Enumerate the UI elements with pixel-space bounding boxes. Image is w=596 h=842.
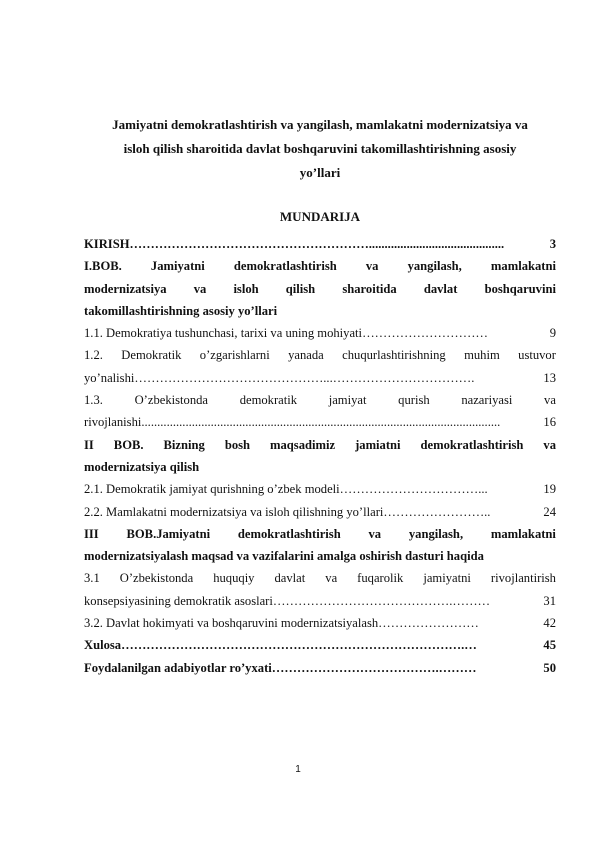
toc-entry-text: yo’nalishi bbox=[84, 370, 135, 385]
document-title bbox=[84, 113, 556, 185]
title-line: isloh qilish sharoitida davlat boshqaruvini takomillashtirishning asosiy bbox=[123, 141, 517, 156]
toc-word: jamiyat bbox=[328, 393, 367, 408]
toc-entry-1-2 bbox=[84, 344, 556, 389]
toc-entry-text: konsepsiyasining demokratik asoslari bbox=[84, 593, 273, 608]
toc-word: demokratlashtirish bbox=[233, 259, 337, 274]
toc-page-number: 13 bbox=[543, 370, 556, 385]
toc-leader-dots: …………………….. bbox=[383, 504, 491, 519]
toc-leader-dots: ……………………………………………………………………….… bbox=[121, 638, 477, 653]
toc-entry-2-1 bbox=[84, 478, 556, 500]
toc-page-number: 31 bbox=[543, 593, 556, 608]
toc-word: yanada bbox=[288, 348, 324, 363]
toc-word: I.BOB. bbox=[84, 259, 122, 274]
toc-entry-references bbox=[84, 657, 556, 679]
toc-word: O’zbekistonda bbox=[134, 393, 209, 408]
toc-leader-dots: …………………………………………………........................................... bbox=[129, 237, 505, 251]
toc-word: Bizning bbox=[163, 437, 205, 452]
toc-entry-line bbox=[84, 344, 556, 366]
toc-entry-line bbox=[84, 567, 556, 589]
toc-word: va bbox=[368, 526, 382, 541]
toc-word: mamlakatni bbox=[490, 526, 556, 541]
toc-word: O’zbekistonda bbox=[119, 571, 194, 586]
toc-entry-line bbox=[84, 367, 556, 389]
title-line: yo’llari bbox=[299, 165, 341, 180]
toc-chapter-line bbox=[84, 278, 556, 300]
toc-leader-dots: ………………………………………...……………………………. bbox=[134, 370, 475, 385]
toc-entry-1-3 bbox=[84, 389, 556, 434]
toc-entry-3-2 bbox=[84, 612, 556, 634]
toc-word: 1.2. bbox=[84, 348, 103, 363]
toc-word: qilish bbox=[285, 281, 316, 296]
toc-chapter-3 bbox=[84, 523, 556, 568]
toc-word: qurish bbox=[398, 393, 430, 408]
toc-word: Demokratik bbox=[121, 348, 182, 363]
toc-page-number: 42 bbox=[543, 616, 556, 631]
contents-heading: MUNDARIJA bbox=[279, 209, 361, 224]
toc-leader-dots: .................................................................................................................. bbox=[141, 415, 501, 430]
toc-word: va bbox=[365, 259, 379, 274]
toc-entry-line bbox=[84, 590, 556, 612]
page-number: 1 bbox=[295, 764, 301, 775]
toc-word: jamiatni bbox=[355, 437, 401, 452]
toc-word: davlat bbox=[274, 571, 306, 586]
toc-word: huquqiy bbox=[213, 571, 255, 586]
toc-word: jamiyatni bbox=[423, 571, 471, 586]
toc-entry-text: 2.2. Mamlakatni modernizatsiya va isloh qilishning yo’llari bbox=[84, 504, 384, 519]
toc-word: va bbox=[543, 437, 556, 452]
toc-word: demokratik bbox=[239, 393, 298, 408]
toc-entry-2-2 bbox=[84, 501, 556, 523]
toc-word: II bbox=[84, 437, 94, 452]
toc-word: 1.3. bbox=[84, 393, 103, 408]
toc-word: yangilash, bbox=[407, 259, 462, 274]
toc-page-number: 16 bbox=[543, 415, 556, 430]
toc-word: yangilash, bbox=[408, 526, 464, 541]
toc-word: BOB. bbox=[113, 437, 144, 452]
toc-word: Jamiyatni bbox=[150, 259, 205, 274]
toc-entry-conclusion bbox=[84, 634, 556, 656]
toc-entry-text: rivojlanishi bbox=[84, 415, 142, 430]
toc-word: demokratlashtirish bbox=[420, 437, 524, 452]
toc-word: maqsadimiz bbox=[270, 437, 336, 452]
toc-chapter-line: takomillashtirishning asosiy yo’llari bbox=[84, 303, 278, 318]
toc-entry-text: KIRISH bbox=[84, 237, 130, 251]
toc-page-number: 45 bbox=[543, 638, 556, 653]
toc-leader-dots: ………………………………….……… bbox=[271, 660, 477, 675]
toc-entry-text: 1.1. Demokratiya tushunchasi, tarixi va uning mohiyati bbox=[84, 326, 363, 341]
toc-entry-introduction bbox=[84, 233, 556, 255]
toc-leader-dots: …………………… bbox=[378, 616, 479, 631]
toc-word: va bbox=[193, 281, 207, 296]
toc-word: chuqurlashtirishning bbox=[342, 348, 446, 363]
toc-word: III bbox=[84, 526, 99, 541]
toc-word: va bbox=[325, 571, 338, 586]
toc-word: boshqaruvini bbox=[484, 281, 556, 296]
toc-leader-dots: …………………………………….……… bbox=[272, 593, 491, 608]
toc-entry-text: 2.1. Demokratik jamiyat qurishning o’zbek modeli bbox=[84, 482, 340, 497]
toc-word: bosh bbox=[224, 437, 251, 452]
toc-word: va bbox=[544, 393, 556, 408]
toc-chapter-2 bbox=[84, 434, 556, 479]
toc-page-number: 50 bbox=[543, 660, 556, 675]
toc-entry-1-1 bbox=[84, 322, 556, 344]
table-of-contents bbox=[84, 233, 556, 679]
toc-word: ustuvor bbox=[518, 348, 556, 363]
toc-word: muhim bbox=[464, 348, 500, 363]
toc-page-number: 9 bbox=[549, 326, 556, 341]
toc-word: fuqarolik bbox=[357, 571, 404, 586]
toc-entry-text: Xulosa bbox=[84, 638, 122, 653]
toc-leader-dots: ……………………………... bbox=[339, 482, 488, 497]
toc-entry-text: Foydalanilgan adabiyotlar ro’yxati bbox=[84, 660, 272, 675]
toc-chapter-line bbox=[84, 523, 556, 545]
toc-page-number: 19 bbox=[543, 482, 556, 497]
toc-chapter-line bbox=[84, 434, 556, 456]
toc-chapter-line bbox=[84, 255, 556, 277]
toc-page-number: 3 bbox=[549, 237, 556, 251]
toc-word: modernizatsiya bbox=[84, 281, 167, 296]
toc-chapter-line: modernizatsiya qilish bbox=[84, 459, 200, 474]
toc-entry-line bbox=[84, 411, 556, 433]
toc-word: mamlakatni bbox=[490, 259, 556, 274]
toc-entry-3-1 bbox=[84, 567, 556, 612]
toc-word: sharoitida bbox=[342, 281, 397, 296]
toc-word: rivojlantirish bbox=[490, 571, 556, 586]
toc-chapter-1 bbox=[84, 255, 556, 322]
toc-word: isloh bbox=[233, 281, 259, 296]
toc-entry-line bbox=[84, 389, 556, 411]
toc-entry-text: 3.2. Davlat hokimyati va boshqaruvini modernizatsiyalash bbox=[84, 616, 379, 631]
toc-page-number: 24 bbox=[543, 504, 556, 519]
toc-leader-dots: ………………………… bbox=[362, 326, 488, 341]
toc-word: o’zgarishlarni bbox=[199, 348, 270, 363]
toc-word: BOB.Jamiyatni bbox=[126, 526, 211, 541]
toc-chapter-line: modernizatsiyalash maqsad va vazifalarini amalga oshirish dasturi haqida bbox=[84, 549, 484, 564]
toc-word: davlat bbox=[423, 281, 458, 296]
toc-word: demokratlashtirish bbox=[237, 526, 341, 541]
title-line: Jamiyatni demokratlashtirish va yangilash, mamlakatni modernizatsiya va bbox=[112, 117, 528, 132]
toc-word: nazariyasi bbox=[461, 393, 513, 408]
toc-word: 3.1 bbox=[84, 571, 100, 586]
